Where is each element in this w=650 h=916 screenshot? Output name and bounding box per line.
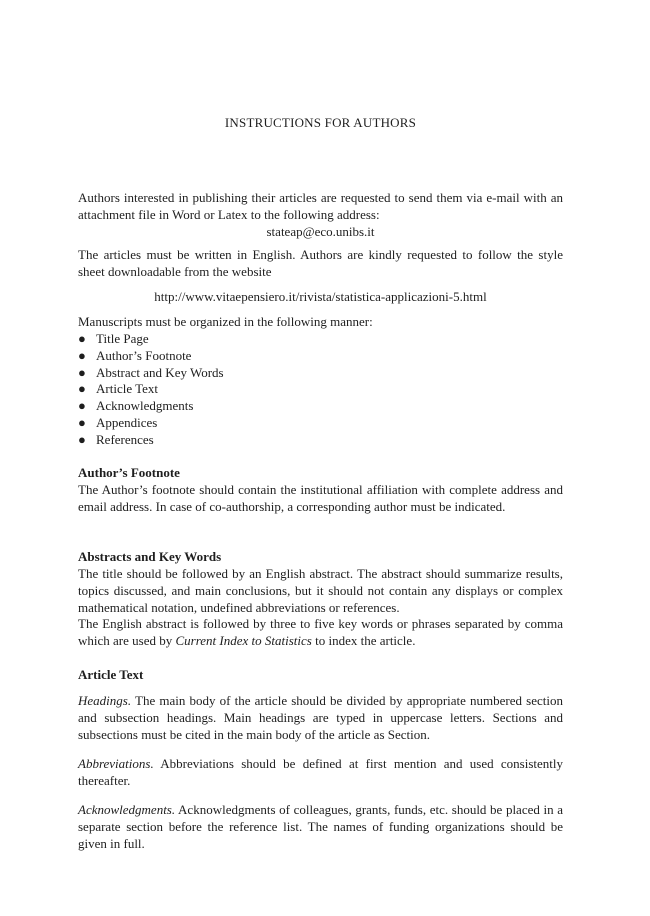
abstract-paragraph: The title should be followed by an English abstract. The abstract should summarize results, topics discussed, and main conclusions, but it should not contain any displays or complex mathematical notation, undefined abbreviations or references.	[78, 566, 563, 615]
index-name: Current Index to Statistics	[175, 632, 312, 648]
abbreviations-paragraph: Abbreviations. Abbreviations should be defined at first mention and used consistently thereafter.	[78, 756, 563, 788]
bullet-icon: ●	[78, 398, 86, 414]
intro-paragraph: Authors interested in publishing their articles are requested to send them via e-mail with an attachment file in Word or Latex to the following address:	[78, 190, 563, 222]
list-item: ● Article Text	[78, 381, 159, 397]
manuscript-parts-list	[78, 331, 563, 449]
list-item: ● Title Page	[78, 331, 149, 346]
list-item: ● Acknowledgments	[78, 398, 194, 414]
headings-paragraph: Headings. The main body of the article should be divided by appropriate numbered section and subsection headings. Main headings are typed in uppercase letters. Sections and subsections must be cited in the main body of the article as Section.	[78, 693, 563, 742]
organize-paragraph: Manuscripts must be organized in the following manner:	[78, 314, 373, 329]
abstract-heading: Abstracts and Key Words	[78, 549, 222, 564]
bullet-icon: ●	[78, 414, 86, 430]
bullet-icon: ●	[78, 381, 86, 397]
list-item: ● References	[78, 431, 154, 447]
page-title: INSTRUCTIONS FOR AUTHORS	[224, 115, 417, 130]
bullet-icon: ●	[78, 364, 86, 380]
bullet-icon: ●	[78, 331, 86, 346]
list-item: ● Abstract and Key Words	[78, 364, 224, 380]
acknowledgments-paragraph: Acknowledgments. Acknowledgments of colleagues, grants, funds, etc. should be placed in a separate section before the reference list. The names of funding organizations should be given in full.	[78, 802, 563, 851]
website-url: http://www.vitaepensiero.it/rivista/statistica-applicazioni-5.html	[154, 289, 487, 304]
contact-email: stateap@eco.unibs.it	[266, 224, 375, 239]
bullet-icon: ●	[78, 347, 86, 363]
style-paragraph: The articles must be written in English. Authors are kindly requested to follow the style sheet downloadable from the website	[78, 247, 563, 279]
list-item: ● Appendices	[78, 414, 158, 430]
bullet-icon: ●	[78, 431, 86, 447]
article-heading: Article Text	[78, 667, 144, 682]
footnote-heading: Author’s Footnote	[78, 465, 180, 480]
keywords-paragraph: The English abstract is followed by three to five key words or phrases separated by comma which are used by Current Index to Statistics to index the article.	[78, 616, 563, 648]
footnote-paragraph: The Author’s footnote should contain the institutional affiliation with complete address and email address. In case of co-authorship, a corresponding author must be indicated.	[78, 482, 563, 514]
list-item: ● Author’s Footnote	[78, 347, 192, 363]
